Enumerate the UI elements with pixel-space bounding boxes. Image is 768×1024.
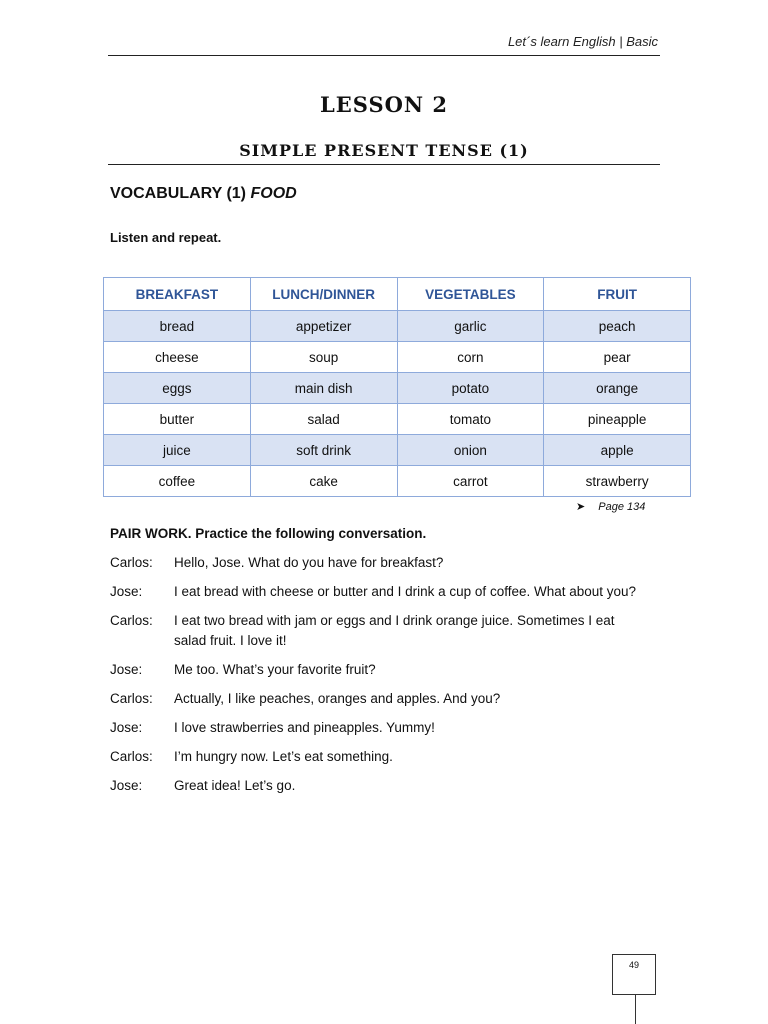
column-header-lunch-dinner: LUNCH/DINNER [250,278,397,311]
pair-work-heading: PAIR WORK. Practice the following conversation. [110,526,427,541]
arrowhead-bullet-icon: ➤ [576,501,586,513]
table-cell: cake [250,466,397,497]
page-reference [576,500,645,513]
speaker-name: Jose: [110,584,143,599]
table-cell: butter [104,404,251,435]
speech-text: Hello, Jose. What do you have for breakfast? [174,555,444,570]
lesson-subtitle: SIMPLE PRESENT TENSE (1) [239,141,529,160]
running-header: Let´s learn English | Basic [507,34,658,49]
dialogue-line [110,689,650,709]
speaker-name: Carlos: [110,690,153,706]
speaker-name: Carlos: [110,555,153,570]
vocabulary-heading-label: VOCABULARY (1) [110,185,247,202]
title-divider [108,164,660,165]
conversation [110,553,650,805]
column-header-breakfast: BREAKFAST [104,278,251,311]
speech-text: I eat two bread with jam or eggs and I drink orange juice. Sometimes I eat salad fruit. I love it! [174,613,615,648]
table-cell: pear [544,342,691,373]
speaker-name: Carlos: [110,613,153,628]
speech-text: Great idea! Let’s go. [174,777,296,793]
page-number: 49 [628,960,639,970]
table-cell: garlic [397,311,544,342]
dialogue-line [110,776,650,796]
table-cell: eggs [104,373,251,404]
table-cell: orange [544,373,691,404]
table-cell: appetizer [250,311,397,342]
table-row [104,404,691,435]
speech-text: I eat bread with cheese or butter and I drink a cup of coffee. What about you? [174,584,637,599]
table-cell: apple [544,435,691,466]
page-number-box [612,954,656,995]
table-row [104,311,691,342]
table-row [104,342,691,373]
table-cell: corn [397,342,544,373]
table-cell: onion [397,435,544,466]
table-cell: tomato [397,404,544,435]
table-cell: soft drink [250,435,397,466]
speaker-name: Carlos: [110,748,153,764]
column-header-fruit: FRUIT [544,278,691,311]
table-cell: peach [544,311,691,342]
dialogue-line [110,553,650,573]
table-row [104,373,691,404]
vocabulary-heading [110,185,297,203]
dialogue-line [110,582,650,602]
dialogue-line [110,718,650,738]
table-row [104,435,691,466]
vocabulary-topic: FOOD [250,185,297,202]
lesson-title: LESSON 2 [319,92,449,117]
table-cell: pineapple [544,404,691,435]
table-cell: strawberry [544,466,691,497]
table-cell: cheese [104,342,251,373]
dialogue-line [110,660,650,680]
page-reference-label: Page 134 [598,501,646,513]
speaker-name: Jose: [110,777,143,793]
speech-text: Me too. What’s your favorite fruit? [174,661,376,677]
table-cell: soup [250,342,397,373]
speaker-name: Jose: [110,661,143,677]
vocabulary-table [103,277,691,497]
table-cell: salad [250,404,397,435]
speech-text: Actually, I like peaches, oranges and apples. And you? [174,690,501,706]
table-cell: potato [397,373,544,404]
table-cell: carrot [397,466,544,497]
table-cell: main dish [250,373,397,404]
table-row [104,466,691,497]
dialogue-line [110,747,650,767]
table-cell: juice [104,435,251,466]
column-header-vegetables: VEGETABLES [397,278,544,311]
table-header-row [104,278,691,311]
page-number-stem [635,995,636,1024]
speech-text: I’m hungry now. Let’s eat something. [174,748,393,764]
table-cell: coffee [104,466,251,497]
listen-instruction: Listen and repeat. [110,230,222,245]
speech-text: I love strawberries and pineapples. Yummy! [174,719,435,735]
table-cell: bread [104,311,251,342]
speaker-name: Jose: [110,719,143,735]
dialogue-line [110,611,650,650]
header-divider [108,55,660,56]
